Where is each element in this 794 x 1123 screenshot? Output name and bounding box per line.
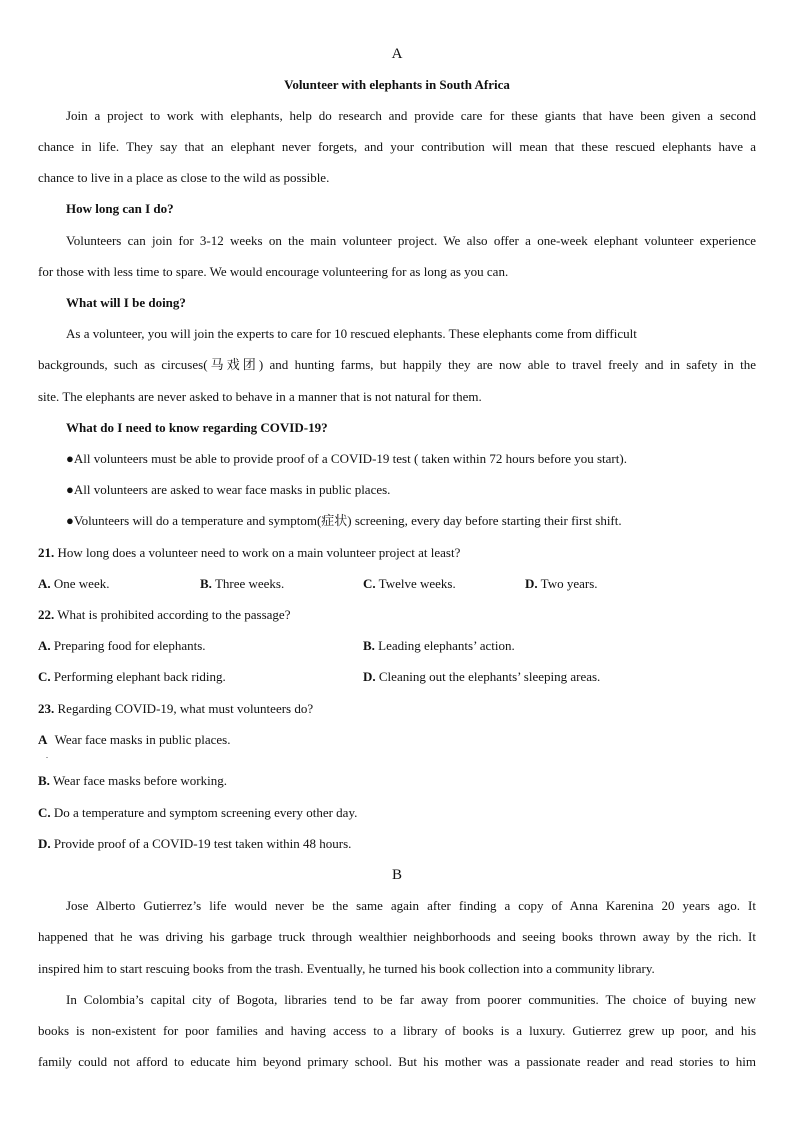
intro-line-2: chance in life. They say that an elephant never forgets, and your contribution will mean that these rescued elephants have a <box>38 139 756 154</box>
option-22-a[interactable]: A. Preparing food for elephants. <box>38 638 206 653</box>
question-21 <box>38 545 460 561</box>
b-para1-line-2: happened that he was driving his garbage truck through wealthier neighborhoods and seeing books thrown away by the rich. It <box>38 929 756 944</box>
intro-line-3: chance to live in a place as close to the wild as possible. <box>38 170 330 185</box>
q3-bullet-3: ●Volunteers will do a temperature and symptom(症状) screening, every day before starting their first shift. <box>66 513 622 528</box>
option-23-c[interactable]: C. Do a temperature and symptom screening every other day. <box>38 805 358 820</box>
b-para1-line-1: Jose Alberto Gutierrez’s life would never be the same again after finding a copy of Anna Karenina 20 years ago. It <box>66 898 756 913</box>
question-number: 23. <box>38 701 55 716</box>
b-para2-line-1: In Colombia’s capital city of Bogota, libraries tend to be far away from poorer communities. The choice of buying new <box>66 992 756 1007</box>
option-22-c[interactable]: C. Performing elephant back riding. <box>38 669 226 684</box>
option-22-d[interactable]: D. Cleaning out the elephants’ sleeping areas. <box>363 669 601 684</box>
option-21-d[interactable]: D. Two years. <box>525 576 598 591</box>
q1-body-line-1: Volunteers can join for 3-12 weeks on the main volunteer project. We also offer a one-week elephant volunteer experience <box>66 233 756 248</box>
option-23-a[interactable]: A Wear face masks in public places. <box>38 732 231 747</box>
option-marker-dot: . <box>46 751 48 760</box>
q2-body-line-3: site. The elephants are never asked to behave in a manner that is not natural for them. <box>38 389 482 404</box>
b-para2-line-2: books is non-existent for poor families and having access to a library of books is a luxury. Gutierrez grew up poor, and his <box>38 1023 756 1038</box>
option-22-b[interactable]: B. Leading elephants’ action. <box>363 638 515 653</box>
q2-heading: What will I be doing? <box>66 295 186 310</box>
q1-heading: How long can I do? <box>66 201 174 216</box>
q3-bullet-1: ●All volunteers must be able to provide proof of a COVID-19 test ( taken within 72 hours before you start). <box>66 451 627 466</box>
intro-line-1: Join a project to work with elephants, help do research and provide care for these giants that have been given a second <box>66 108 756 123</box>
option-21-c[interactable]: C. Twelve weeks. <box>363 576 456 591</box>
question-23 <box>38 701 313 717</box>
q3-heading: What do I need to know regarding COVID-19? <box>66 420 328 435</box>
q1-body-line-2: for those with less time to spare. We would encourage volunteering for as long as you can. <box>38 264 509 279</box>
question-stem: What is prohibited according to the passage? <box>57 607 291 622</box>
question-22 <box>38 607 290 623</box>
option-23-b[interactable]: B. Wear face masks before working. <box>38 773 227 788</box>
question-stem: Regarding COVID-19, what must volunteers do? <box>57 701 314 716</box>
q2-body-line-2: backgrounds, such as circuses(马戏团) and hunting farms, but happily they are now able to travel freely and in safety in the <box>38 357 756 372</box>
section-b-letter: B <box>391 867 402 883</box>
q3-bullet-2: ●All volunteers are asked to wear face masks in public places. <box>66 482 391 497</box>
option-21-b[interactable]: B. Three weeks. <box>200 576 285 591</box>
question-number: 21. <box>38 545 55 560</box>
option-21-a[interactable]: A. One week. <box>38 576 110 591</box>
q2-body-line-1: As a volunteer, you will join the experts to care for 10 rescued elephants. These elephants come from difficult <box>66 326 637 341</box>
question-stem: How long does a volunteer need to work on a main volunteer project at least? <box>57 545 461 560</box>
b-para1-line-3: inspired him to start rescuing books from the trash. Eventually, he turned his book collection into a community library. <box>38 961 655 976</box>
option-23-d[interactable]: D. Provide proof of a COVID-19 test taken within 48 hours. <box>38 836 352 851</box>
section-a-letter: A <box>391 46 403 62</box>
question-number: 22. <box>38 607 55 622</box>
b-para2-line-3: family could not afford to educate him beyond primary school. But his mother was a passionate reader and read stories to him <box>38 1054 756 1069</box>
section-a-title: Volunteer with elephants in South Africa <box>284 77 510 92</box>
